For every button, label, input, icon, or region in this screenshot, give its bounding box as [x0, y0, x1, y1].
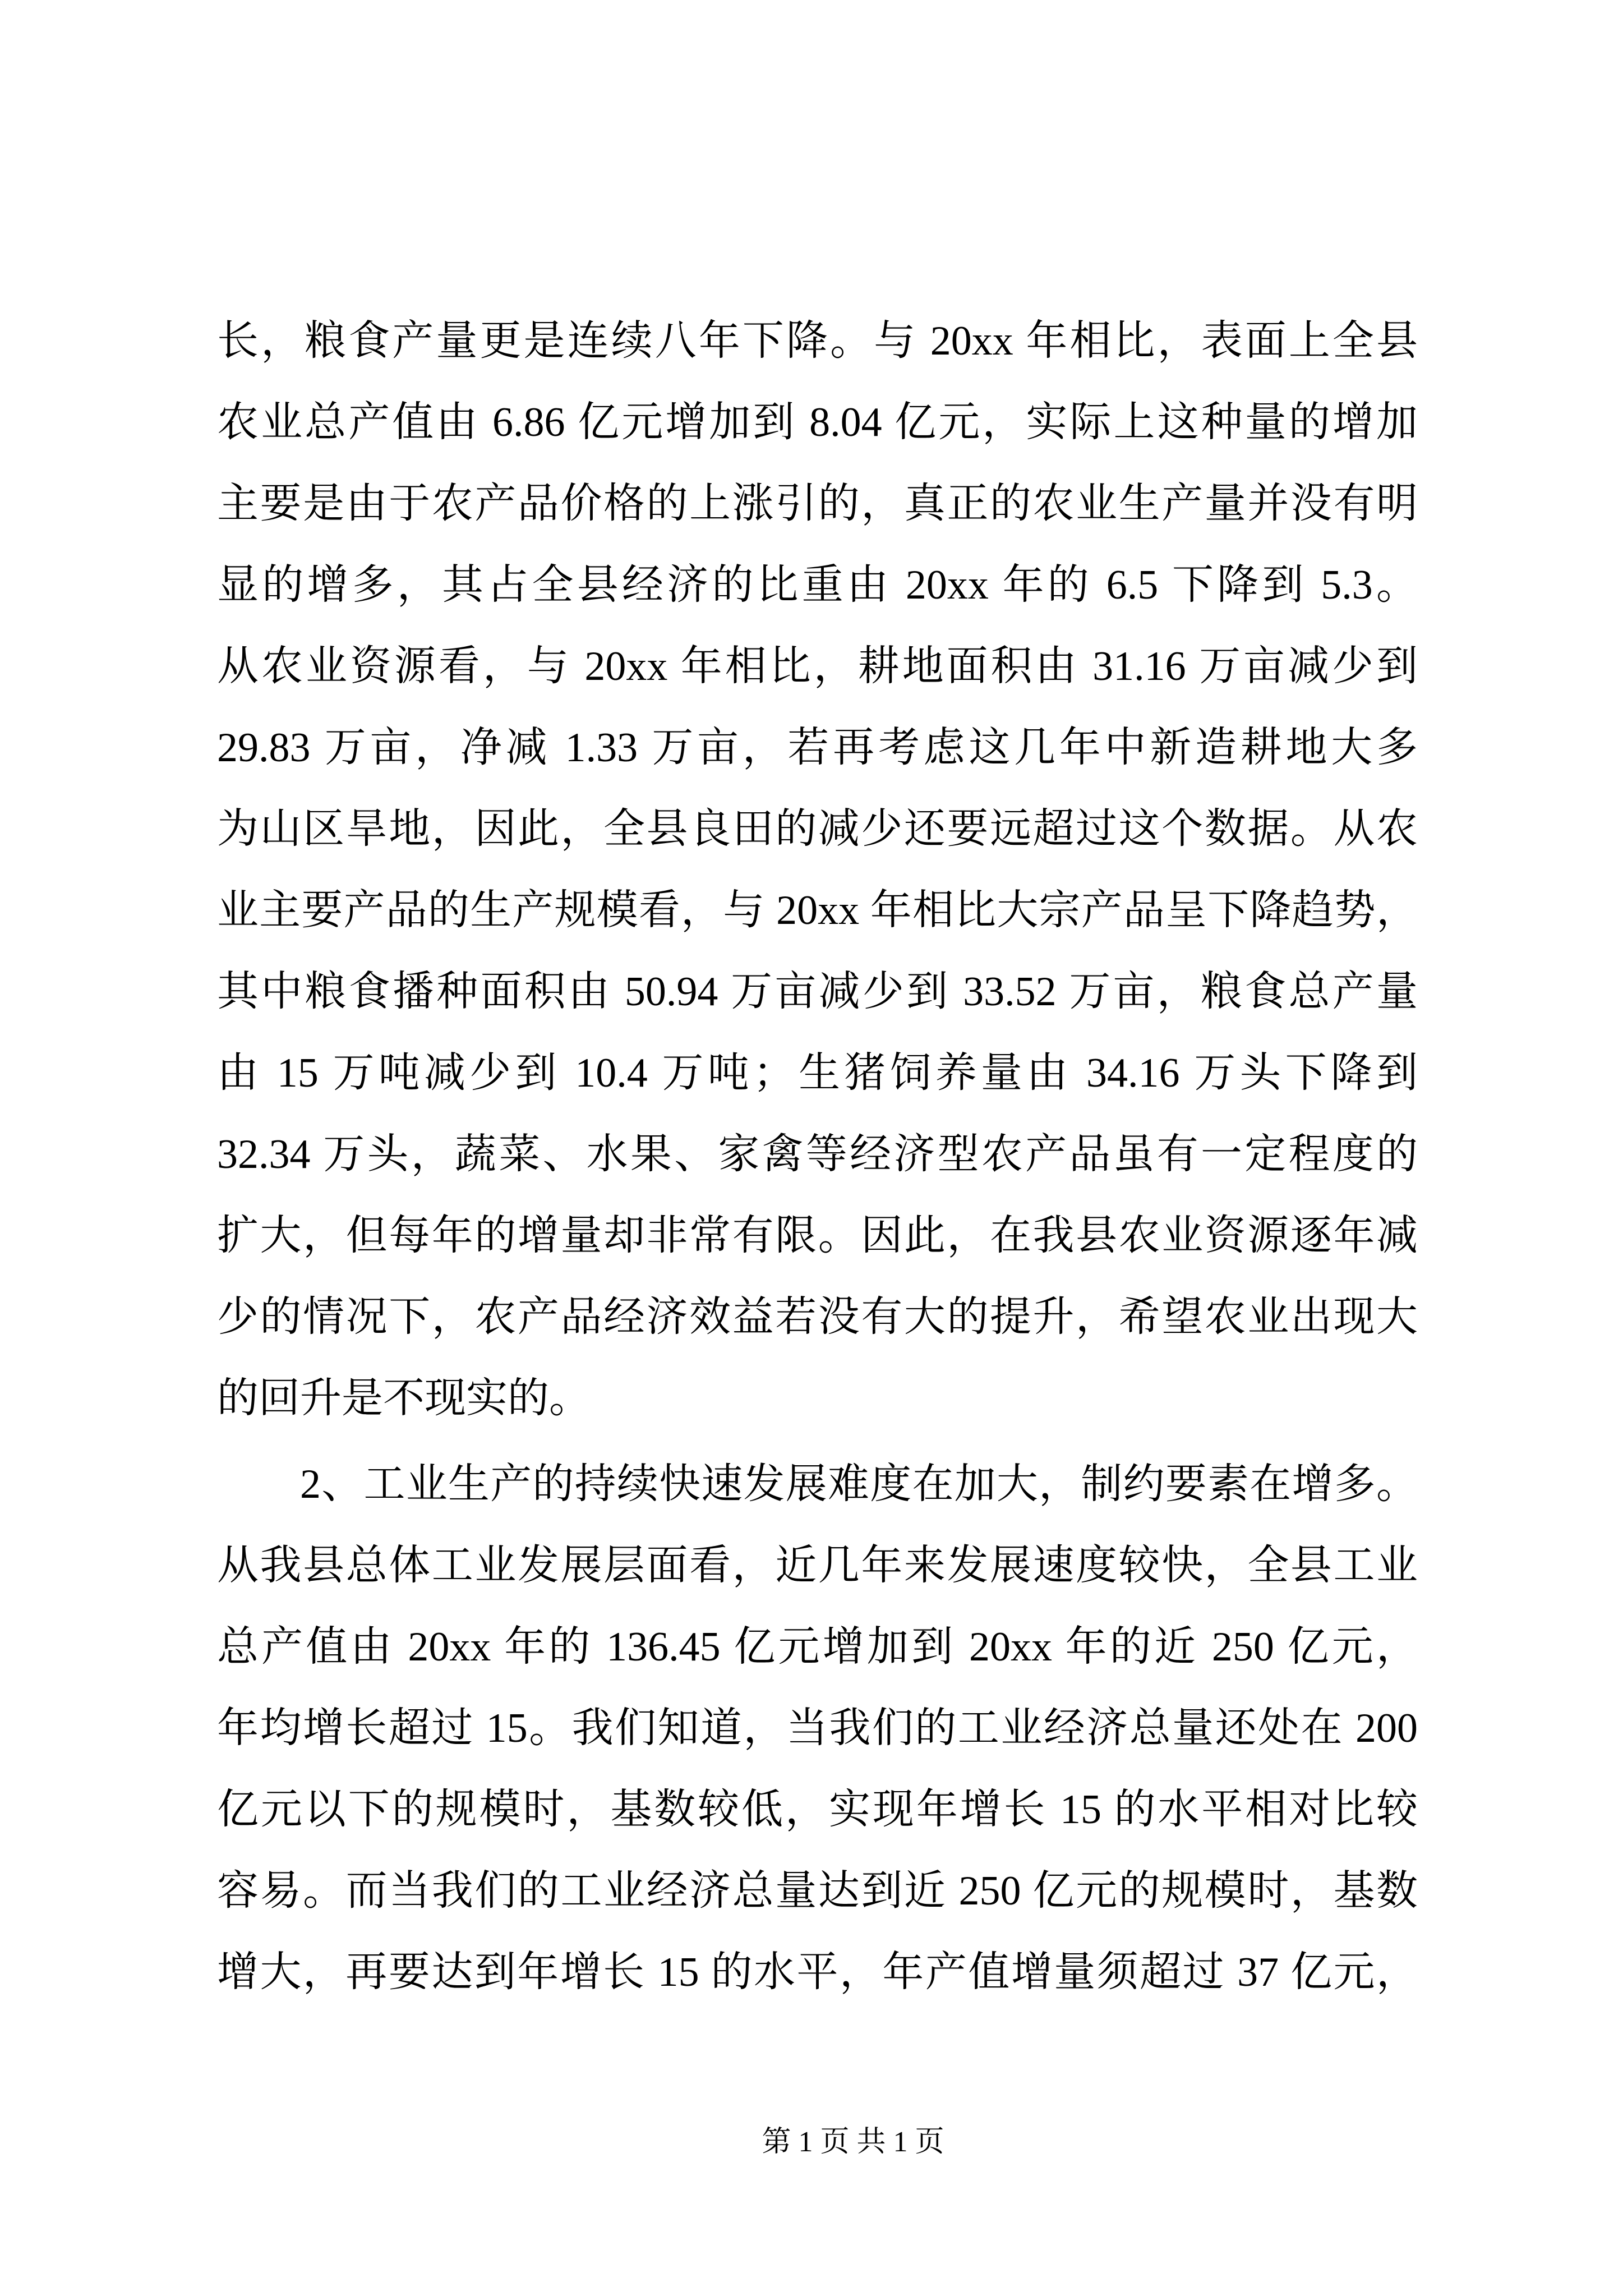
text-line: 的回升是不现实的。	[217, 1375, 591, 1421]
text-line: 年均增长超过 15。我们知道，当我们的工业经济总量还处在 200	[217, 1705, 1418, 1751]
text-line: 业主要产品的生产规模看，与 20xx 年相比大宗产品呈下降趋势，	[217, 887, 1418, 933]
text-line: 29.83 万亩，净减 1.33 万亩，若再考虑这几年中新造耕地大多	[217, 725, 1418, 771]
text-line: 容易。而当我们的工业经济总量达到近 250 亿元的规模时，基数	[217, 1868, 1418, 1914]
paragraph-agriculture	[217, 301, 1418, 1439]
text-line: 少的情况下，农产品经济效益若没有大的提升，希望农业出现大	[217, 1294, 1418, 1340]
text-line: 由 15 万吨减少到 10.4 万吨；生猪饲养量由 34.16 万头下降到	[217, 1050, 1418, 1096]
text-line: 2、工业生产的持续快速发展难度在加大，制约要素在增多。	[300, 1461, 1418, 1507]
text-line: 显的增多，其占全县经济的比重由 20xx 年的 6.5 下降到 5.3。	[217, 562, 1418, 608]
document-body	[217, 301, 1418, 2013]
text-line: 从农业资源看，与 20xx 年相比，耕地面积由 31.16 万亩减少到	[217, 643, 1418, 689]
text-line: 亿元以下的规模时，基数较低，实现年增长 15 的水平相对比较	[217, 1787, 1418, 1833]
text-line: 为山区旱地，因此，全县良田的减少还要远超过这个数据。从农	[217, 806, 1418, 852]
text-line: 总产值由 20xx 年的 136.45 亿元增加到 20xx 年的近 250 亿元，	[217, 1624, 1418, 1670]
text-line: 增大，再要达到年增长 15 的水平，年产值增量须超过 37 亿元，	[217, 1949, 1418, 1995]
text-line: 农业总产值由 6.86 亿元增加到 8.04 亿元，实际上这种量的增加	[217, 399, 1418, 445]
text-line: 从我县总体工业发展层面看，近几年来发展速度较快，全县工业	[217, 1543, 1418, 1589]
paragraph-industry	[217, 1444, 1418, 2013]
text-line: 32.34 万头，蔬菜、水果、家禽等经济型农产品虽有一定程度的	[217, 1131, 1418, 1177]
text-line: 主要是由于农产品价格的上涨引的，真正的农业生产量并没有明	[217, 481, 1418, 527]
text-line: 其中粮食播种面积由 50.94 万亩减少到 33.52 万亩，粮食总产量	[217, 969, 1418, 1015]
text-line: 扩大，但每年的增量却非常有限。因此，在我县农业资源逐年减	[217, 1213, 1418, 1259]
page-number-footer: 第 1 页 共 1 页	[762, 2126, 944, 2158]
text-line: 长，粮食产量更是连续八年下降。与 20xx 年相比，表面上全县	[217, 318, 1418, 364]
